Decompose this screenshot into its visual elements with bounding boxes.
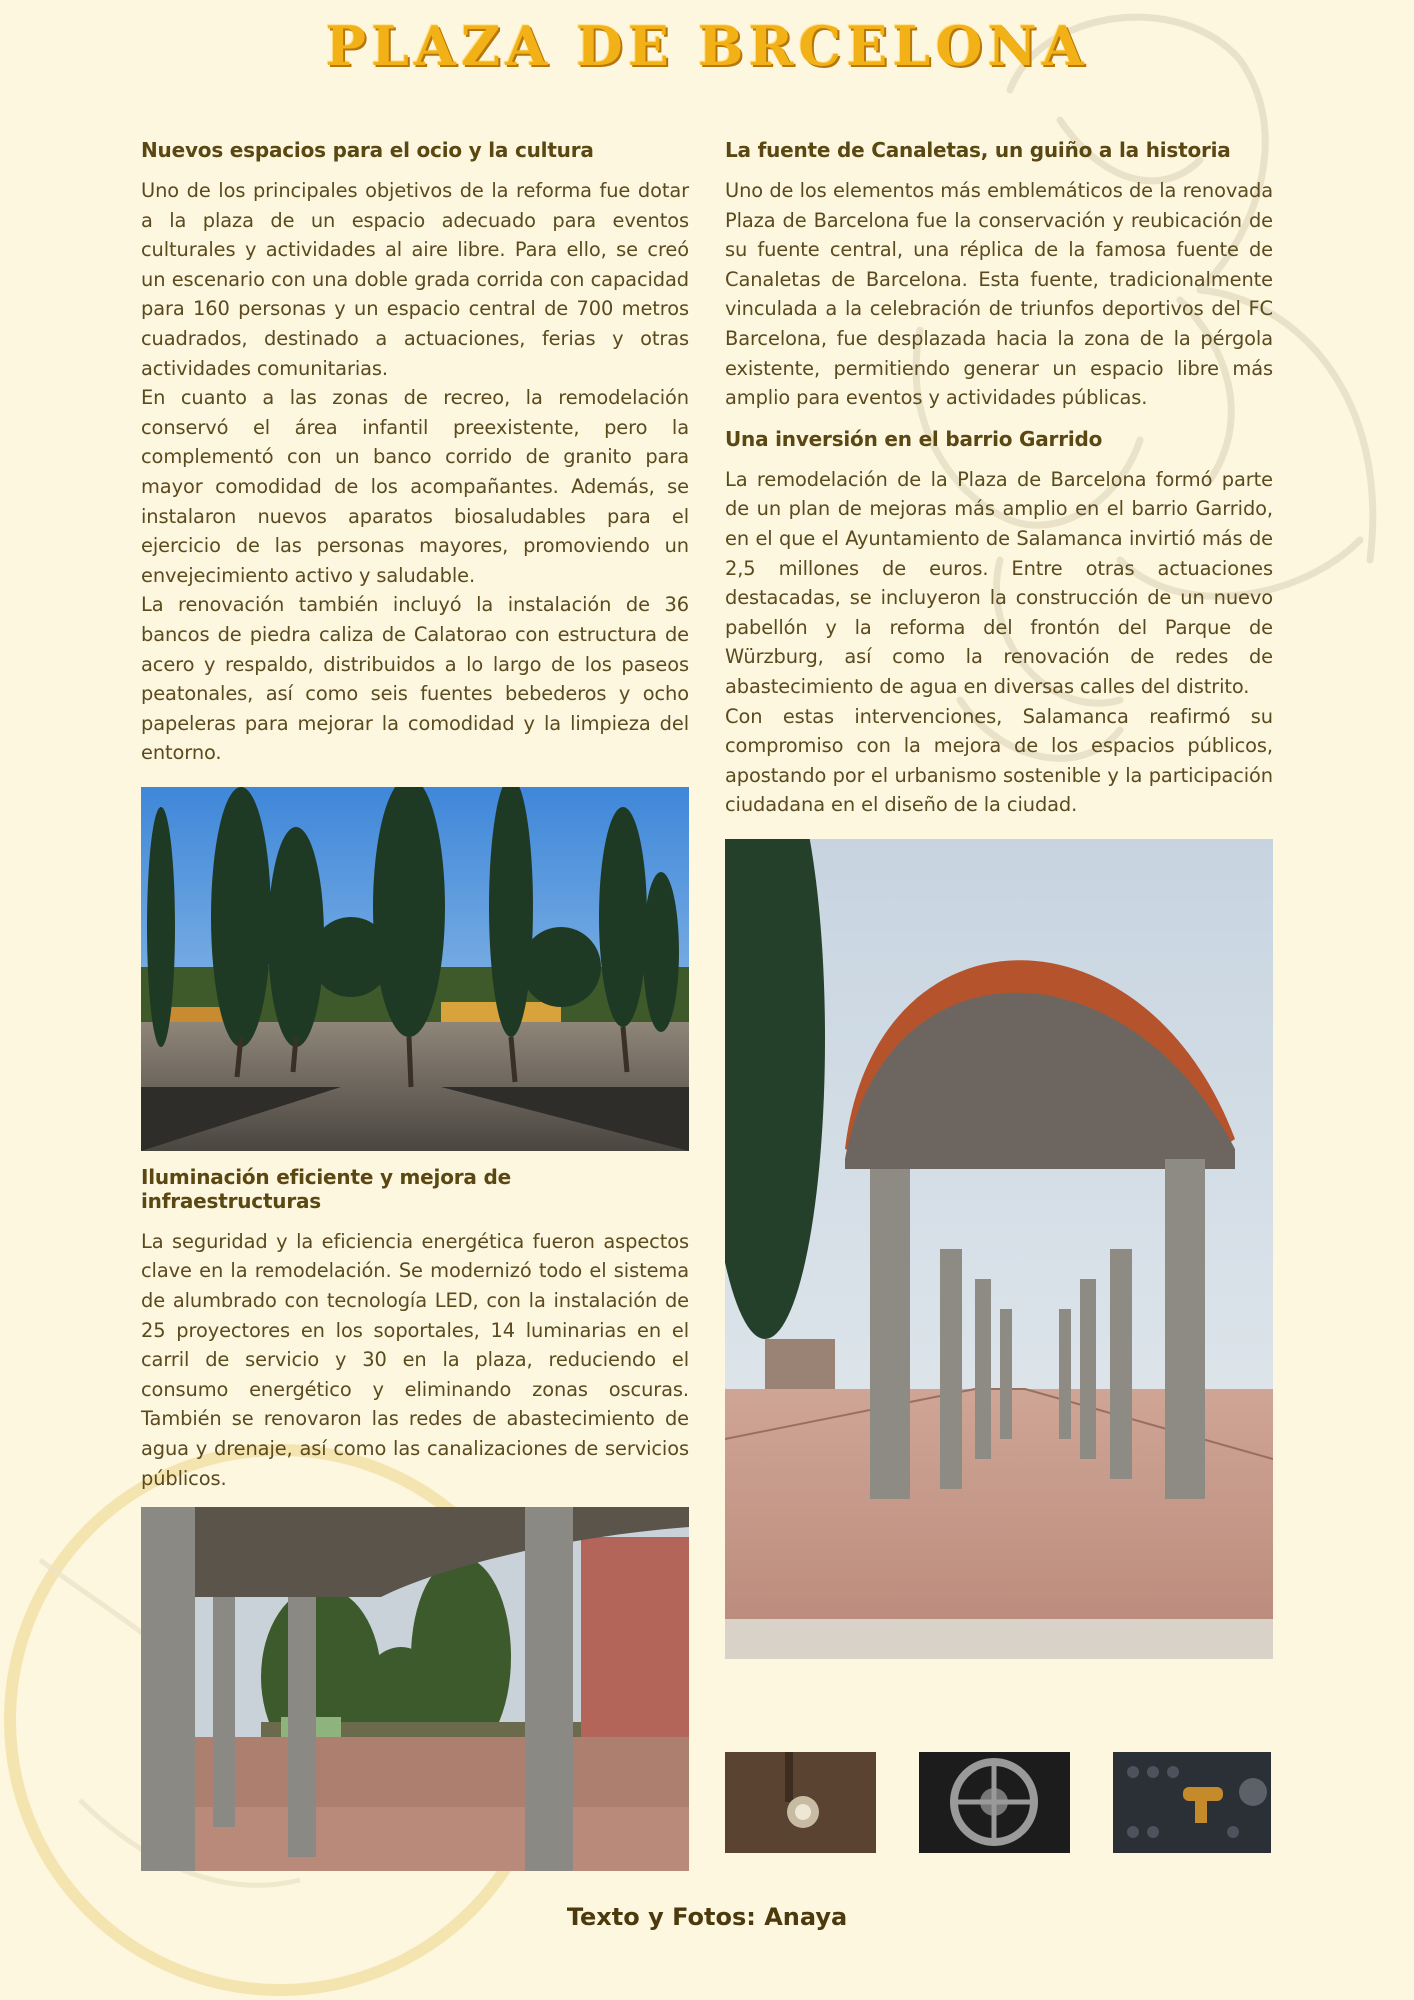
left-column <box>141 138 689 1871</box>
thumbnail-strip <box>725 1752 1273 1855</box>
paragraph: Con estas intervenciones, Salamanca reafirmó su compromiso con la mejora de los espacios públicos, apostando por el urbanismo sostenible y la participación ciudadana en el diseño de la ciudad. <box>725 704 1273 817</box>
section-heading: Una inversión en el barrio Garrido <box>725 426 1103 451</box>
paragraph: La renovación también incluyó la instalación de 36 bancos de piedra caliza de Calatorao con estructura de acero y respaldo, distribuidos a lo largo de los paseos peatonales, así como seis fuentes bebederos y ocho papeleras para mejorar la comodidad y la limpieza del entorno. <box>141 593 689 765</box>
photo-credits: Texto y Fotos: Anaya <box>566 1903 848 1931</box>
plaza-cypress-photo <box>141 787 689 1151</box>
paragraph: Uno de los elementos más emblemáticos de la renovada Plaza de Barcelona fue la conservación y reubicación de su fuente central, una réplica de la famosa fuente de Canaletas de Barcelona. Esta fuente, tradicionalmente vinculada a la celebración de triunfos deportivos del FC Barcelona, fue desplazada hacia la zona de la pérgola existente, permitiendo generar un espacio libre más amplio para eventos y actividades públicas. <box>725 179 1273 410</box>
section-heading: La fuente de Canaletas, un guiño a la historia <box>725 138 1231 162</box>
arcade-park-photo <box>141 1507 689 1871</box>
pergola-photo <box>725 839 1273 1659</box>
lamp-detail-thumbnail <box>725 1752 876 1853</box>
paragraph: Uno de los principales objetivos de la reforma fue dotar a la plaza de un espacio adecuado para eventos culturales y actividades al aire libre. Para ello, se creó un escenario con una doble grada corrida con capacidad para 160 personas y un espacio central de 700 metros cuadrados, destinado a actuaciones, ferias y otras actividades comunitarias. <box>141 179 689 380</box>
paragraph: En cuanto a las zonas de recreo, la remodelación conservó el área infantil preexistente, pero la complementó con un banco corrido de granito para mayor comodidad de los acompañantes. Además, se instalaron nuevos aparatos biosaludables para el ejercicio de las personas mayores, promoviendo un envejecimiento activo y saludable. <box>141 386 689 587</box>
paragraph: La remodelación de la Plaza de Barcelona formó parte de un plan de mejoras más amplio en el barrio Garrido, en el que el Ayuntamiento de Salamanca invirtió más de 2,5 millones de euros. Entre otras actuaciones destacadas, se incluyeron la construcción de un nuevo pabellón y la reforma del frontón del Parque de Würzburg, así como la renovación de redes de abastecimiento de agua en diversas calles del distrito. <box>725 467 1273 698</box>
page-title: PLAZA DE BRCELONA <box>325 14 1089 78</box>
fountain-grate-thumbnail <box>919 1752 1070 1853</box>
brass-tap-thumbnail <box>1113 1752 1271 1853</box>
section-heading: Nuevos espacios para el ocio y la cultura <box>141 138 594 162</box>
section-heading: Iluminación eficiente y mejora de infraestructuras <box>141 1164 511 1213</box>
paragraph: La seguridad y la eficiencia energética fueron aspectos clave en la remodelación. Se modernizó todo el sistema de alumbrado con tecnología LED, con la instalación de 25 proyectores en los soportales, 14 luminarias en el carril de servicio y 30 en la plaza, reduciendo el consumo energético y eliminando zonas oscuras. También se renovaron las redes de abastecimiento de agua y drenaje, así como las canalizaciones de servicios públicos. <box>141 1229 689 1490</box>
right-column <box>725 138 1273 1678</box>
